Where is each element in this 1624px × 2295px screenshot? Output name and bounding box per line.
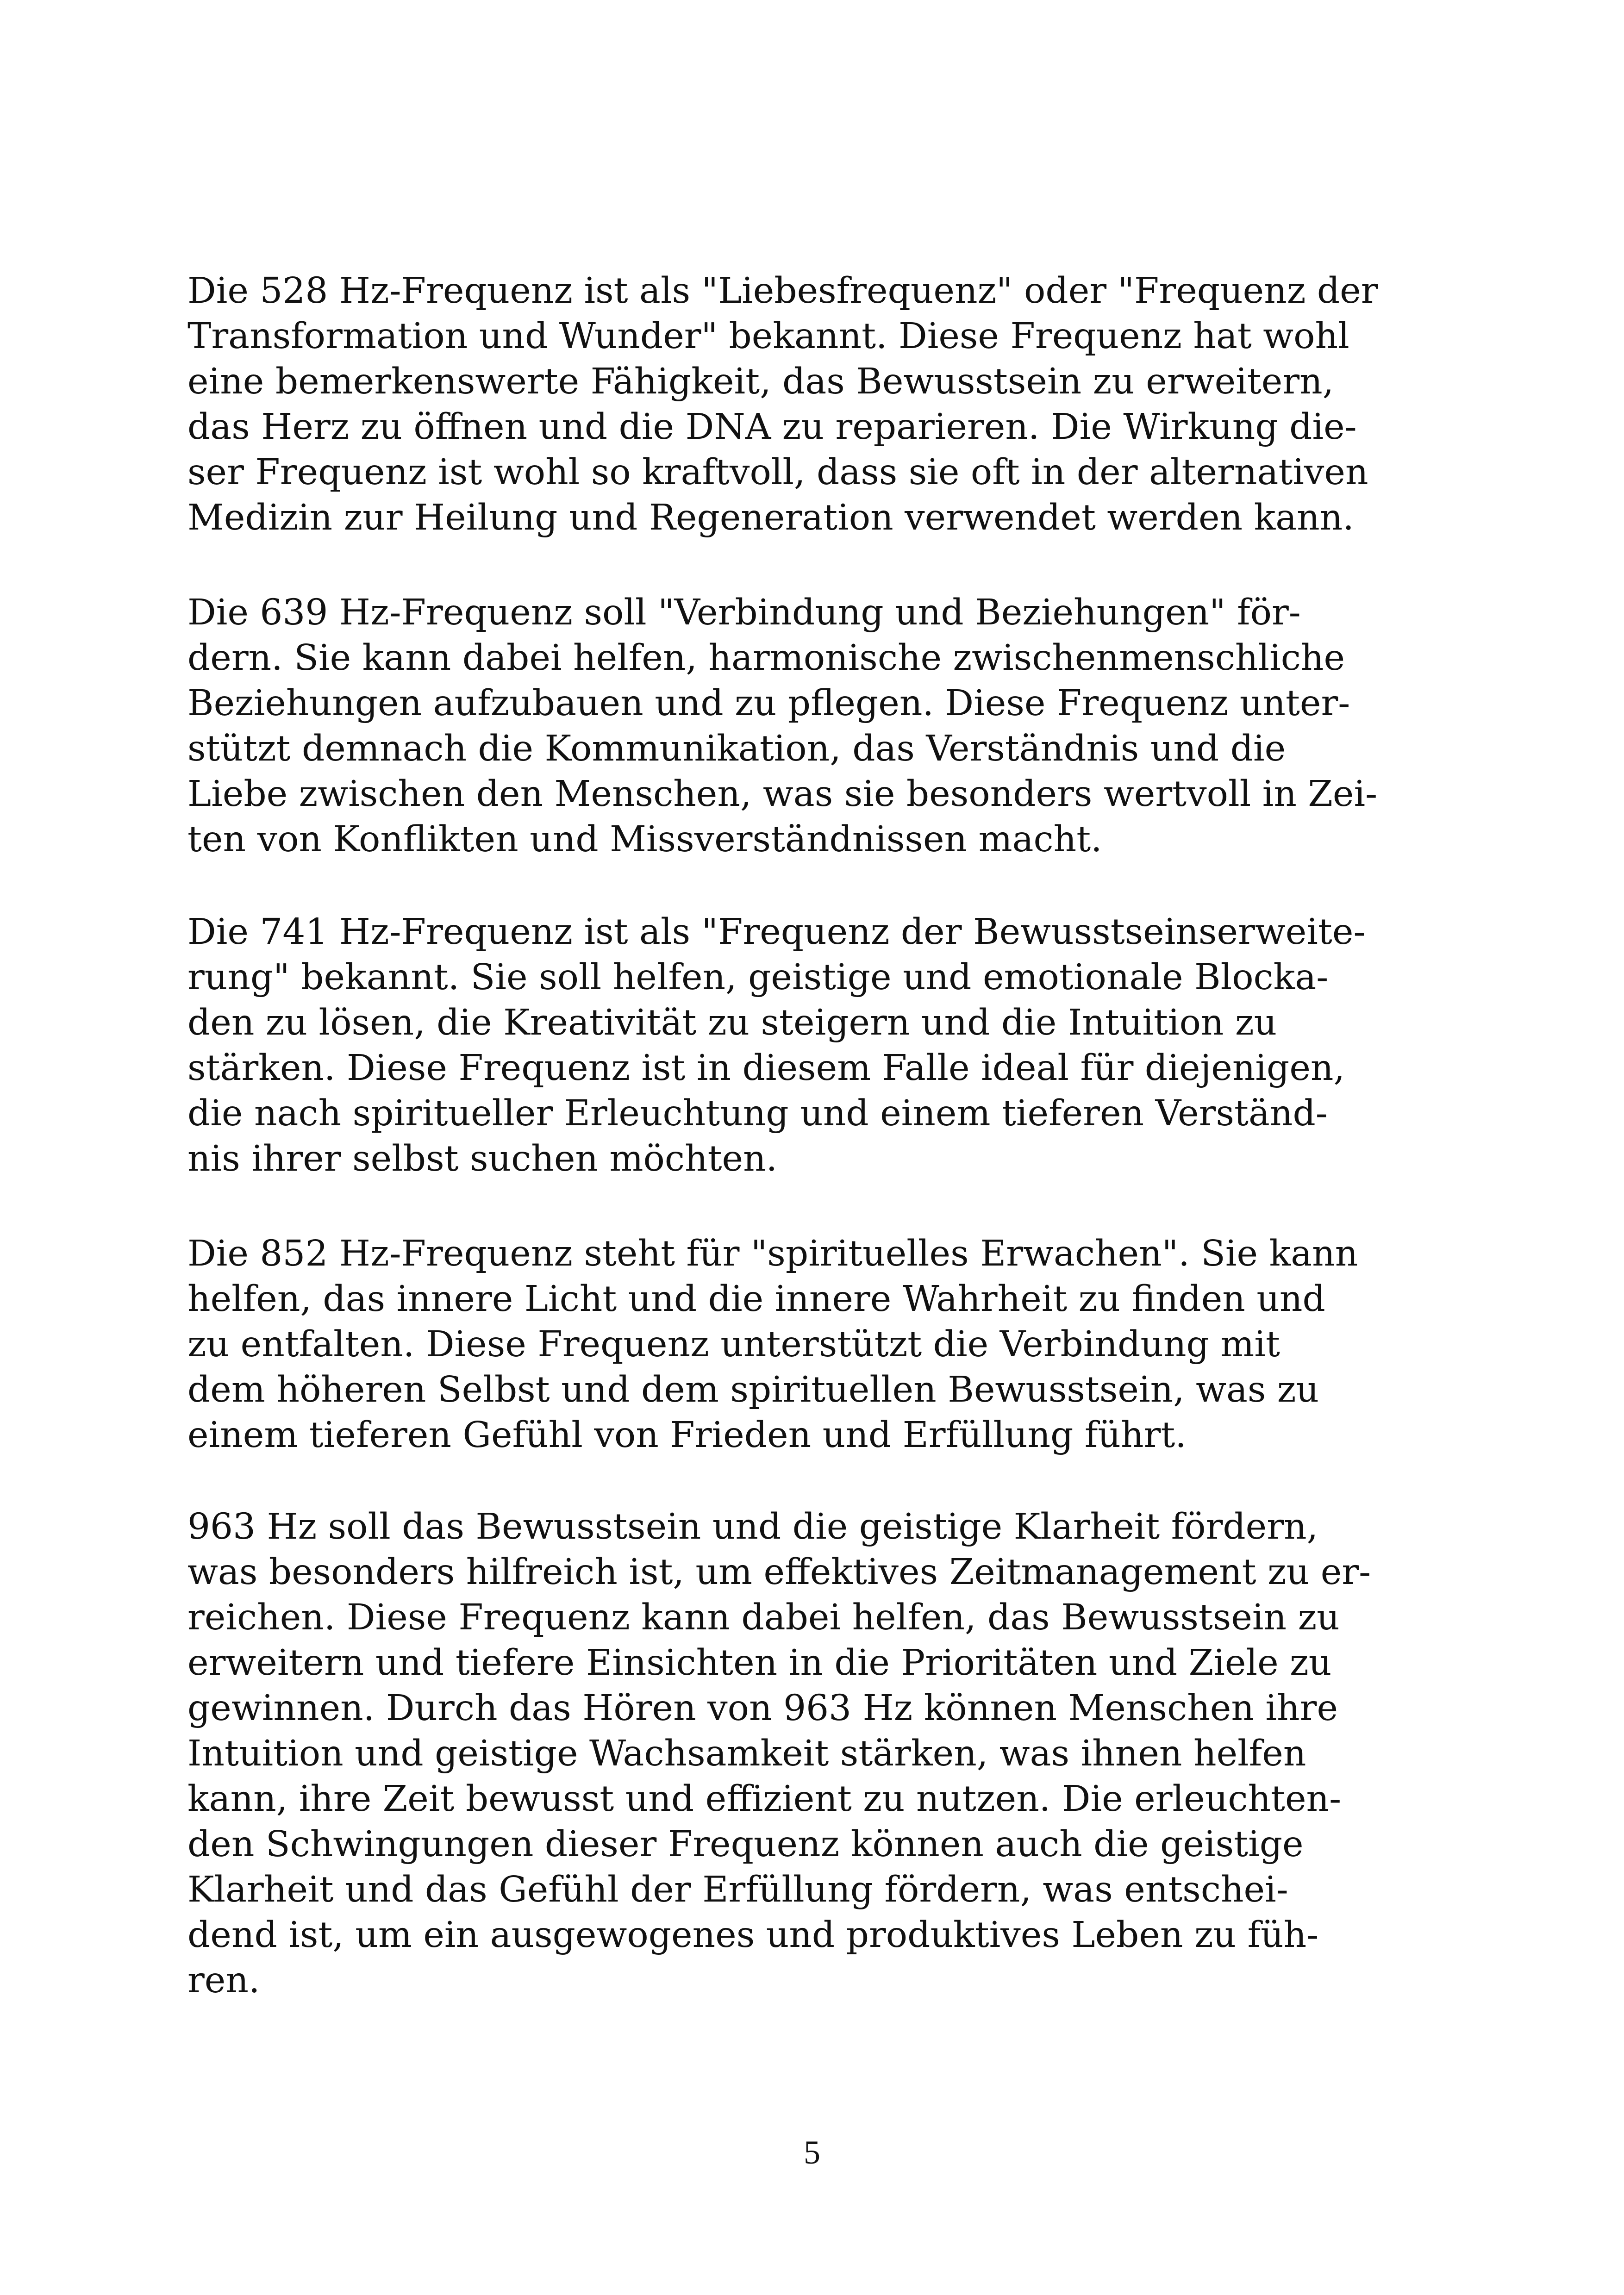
text-line: das Herz zu öffnen und die DNA zu reparieren. Die Wirkung die- [187,406,1357,448]
text-line: dend ist, um ein ausgewogenes und produktives Leben zu füh- [187,1915,1319,1956]
page-number: 5 [804,2134,820,2171]
text-line: Klarheit und das Gefühl der Erfüllung fördern, was entschei- [187,1869,1288,1910]
text-line: helfen, das innere Licht und die innere Wahrheit zu finden und [187,1278,1325,1320]
text-line: Intuition und geistige Wachsamkeit stärken, was ihnen helfen [187,1733,1306,1774]
text-line: Beziehungen aufzubauen und zu pflegen. Diese Frequenz unter- [187,683,1350,724]
text-line: Die 639 Hz-Frequenz soll "Verbindung und Beziehungen" för- [187,592,1301,633]
text-line: stärken. Diese Frequenz ist in diesem Falle ideal für diejenigen, [187,1048,1345,1089]
text-line: ten von Konflikten und Missverständnissen macht. [187,819,1102,860]
text-line: ser Frequenz ist wohl so kraftvoll, dass sie oft in der alternativen [187,452,1368,493]
paragraph-639-hz [187,590,1437,862]
text-line: Die 528 Hz-Frequenz ist als "Liebesfrequenz" oder "Frequenz der [187,270,1378,312]
text-line: den zu lösen, die Kreativität zu steigern und die Intuition zu [187,1002,1277,1043]
text-line: stützt demnach die Kommunikation, das Verständnis und die [187,728,1286,769]
text-line: die nach spiritueller Erleuchtung und einem tieferen Verständ- [187,1093,1328,1134]
text-line: den Schwingungen dieser Frequenz können auch die geistige [187,1824,1304,1865]
text-line: einem tieferen Gefühl von Frieden und Erfüllung führt. [187,1415,1187,1456]
text-line: nis ihrer selbst suchen möchten. [187,1138,778,1179]
text-line: Transformation und Wunder" bekannt. Diese Frequenz hat wohl [187,316,1349,357]
text-line: Medizin zur Heilung und Regeneration verwendet werden kann. [187,497,1354,538]
text-line: Die 741 Hz-Frequenz ist als "Frequenz der Bewusstseinserweite- [187,911,1366,953]
paragraph-852-hz [187,1231,1437,1458]
text-line: eine bemerkenswerte Fähigkeit, das Bewusstsein zu erweitern, [187,361,1334,402]
text-line: zu entfalten. Diese Frequenz unterstützt die Verbindung mit [187,1324,1280,1365]
text-line: rung" bekannt. Sie soll helfen, geistige und emotionale Blocka- [187,957,1329,998]
text-line: Die 852 Hz-Frequenz steht für "spirituelles Erwachen". Sie kann [187,1233,1358,1274]
text-line: kann, ihre Zeit bewusst und effizient zu nutzen. Die erleuchten- [187,1778,1342,1820]
text-line: erweitern und tiefere Einsichten in die Prioritäten und Ziele zu [187,1642,1332,1684]
text-line: dem höheren Selbst und dem spirituellen Bewusstsein, was zu [187,1369,1319,1410]
text-line: ren. [187,1960,260,2001]
text-line: was besonders hilfreich ist, um effektives Zeitmanagement zu er- [187,1552,1371,1593]
paragraph-963-hz [187,1504,1437,2003]
text-line: gewinnen. Durch das Hören von 963 Hz können Menschen ihre [187,1688,1338,1729]
text-line: reichen. Diese Frequenz kann dabei helfen, das Bewusstsein zu [187,1597,1340,1638]
paragraph-528-hz [187,268,1437,541]
text-line: Liebe zwischen den Menschen, was sie besonders wertvoll in Zei- [187,773,1378,815]
text-line: 963 Hz soll das Bewusstsein und die geistige Klarheit fördern, [187,1506,1318,1547]
text-line: dern. Sie kann dabei helfen, harmonische zwischenmenschliche [187,637,1345,679]
paragraph-741-hz [187,910,1437,1182]
